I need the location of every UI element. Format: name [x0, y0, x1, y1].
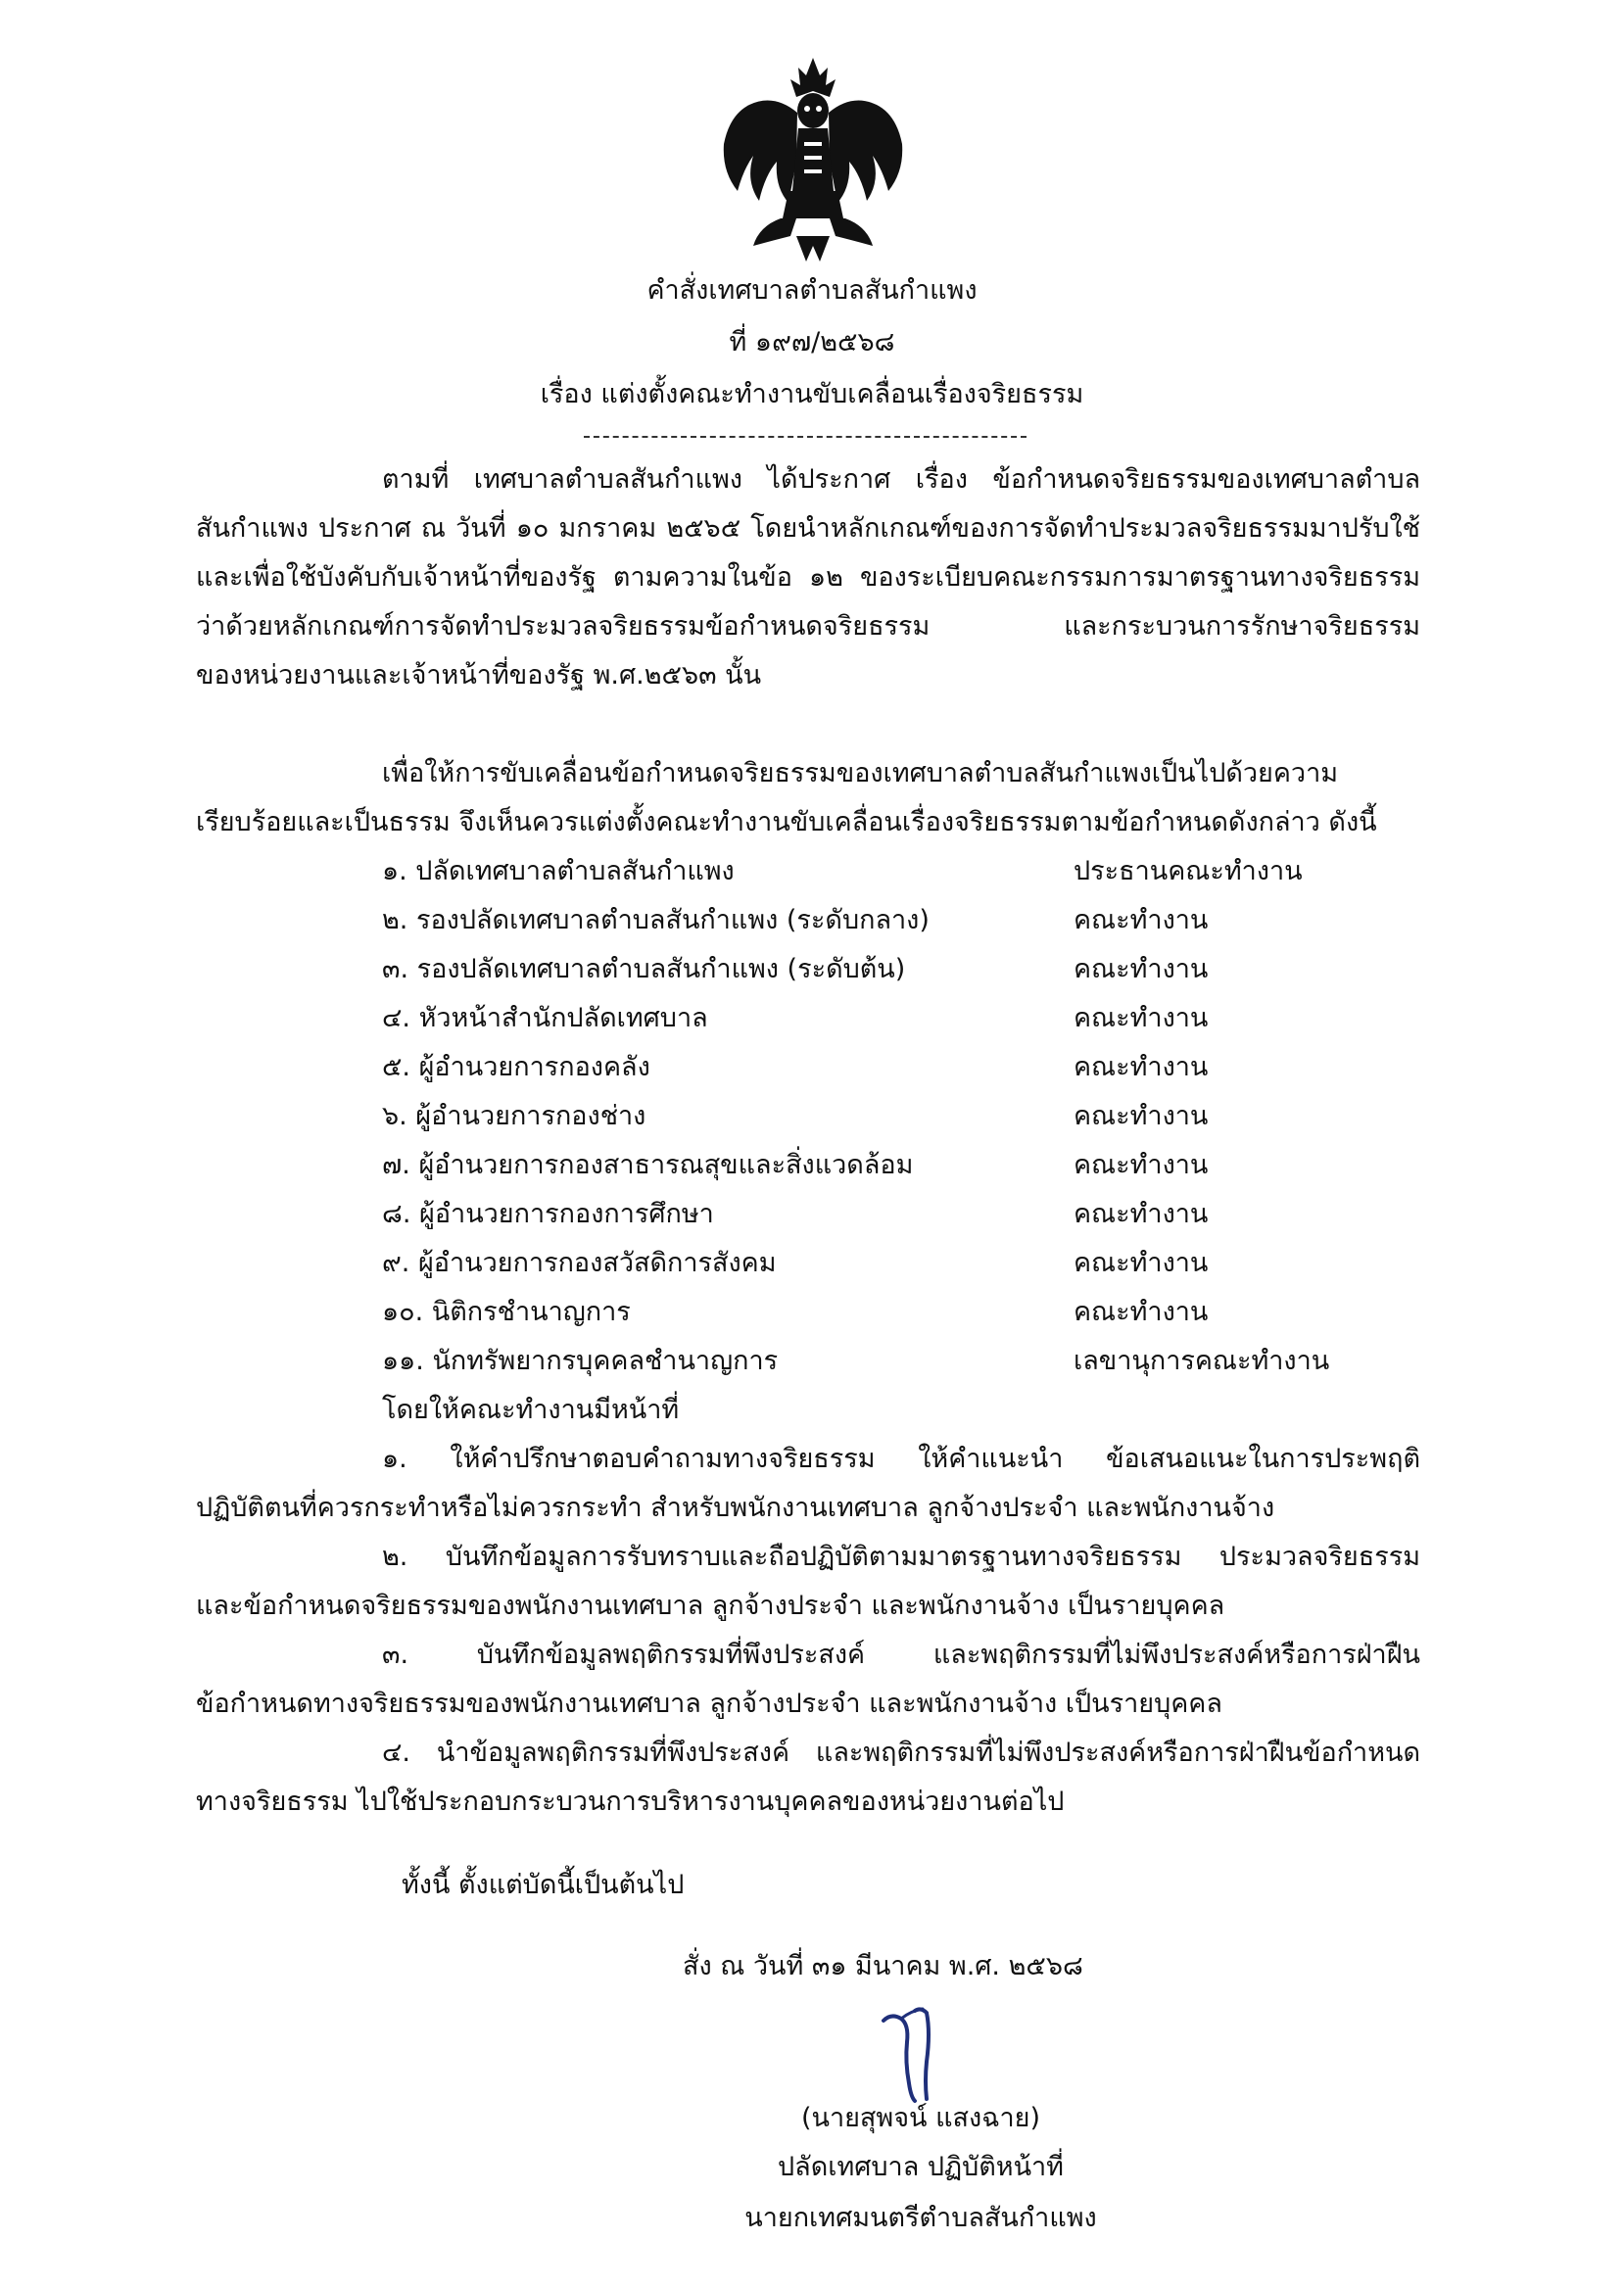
member-role: คณะทำงาน — [1074, 1150, 1209, 1180]
order-date: สั่ง ณ วันที่ ๓๑ มีนาคม พ.ศ. ๒๕๖๘ — [683, 1951, 1083, 1981]
duty-line: ข้อกำหนดทางจริยธรรมของพนักงานเทศบาล ลูกจ้างประจำ และพนักงานจ้าง เป็นรายบุคคล — [196, 1689, 1222, 1719]
duty-4 — [196, 1729, 1420, 1827]
dashed-divider — [584, 436, 1027, 438]
member-name: ๖. ผู้อำนวยการกองช่าง — [382, 1101, 646, 1131]
paragraph-line: ของหน่วยงานและเจ้าหน้าที่ของรัฐ พ.ศ.๒๕๖๓ นั้น — [196, 660, 762, 691]
signatory-position-2: นายกเทศมนตรีตำบลสันกำแพง — [744, 2203, 1097, 2233]
member-role: ประธานคณะทำงาน — [1074, 856, 1303, 886]
member-name: ๑๐. นิติกรชำนาญการ — [382, 1297, 631, 1327]
duty-1 — [196, 1435, 1420, 1533]
duties-intro: โดยให้คณะทำงานมีหน้าที่ — [382, 1395, 680, 1425]
duty-line: ๓. บันทึกข้อมูลพฤติกรรมที่พึงประสงค์ และพฤติกรรมที่ไม่พึงประสงค์หรือการฝ่าฝืน — [382, 1640, 1420, 1670]
paragraph-line: เพื่อให้การขับเคลื่อนข้อกำหนดจริยธรรมของเทศบาลตำบลสันกำแพงเป็นไปด้วยความ — [382, 758, 1339, 788]
order-subject: เรื่อง แต่งตั้งคณะทำงานขับเคลื่อนเรื่องจริยธรรม — [540, 379, 1084, 409]
member-name: ๑๑. นักทรัพยากรบุคคลชำนาญการ — [382, 1346, 779, 1376]
member-role: คณะทำงาน — [1074, 1101, 1209, 1131]
duty-line: ๑. ให้คำปรึกษาตอบคำถามทางจริยธรรม ให้คำแนะนำ ข้อเสนอแนะในการประพฤติ — [382, 1444, 1420, 1474]
effective-statement: ทั้งนี้ ตั้งแต่บัดนี้เป็นต้นไป — [402, 1870, 685, 1900]
duty-line: ๔. นำข้อมูลพฤติกรรมที่พึงประสงค์ และพฤติกรรมที่ไม่พึงประสงค์หรือการฝ่าฝืนข้อกำหนด — [382, 1738, 1420, 1768]
handwritten-signature — [872, 2003, 950, 2111]
member-role: คณะทำงาน — [1074, 1248, 1209, 1278]
paragraph-2 — [196, 749, 1420, 847]
paragraph-line: สันกำแพง ประกาศ ณ วันที่ ๑๐ มกราคม ๒๕๖๕ โดยนำหลักเกณฑ์ของการจัดทำประมวลจริยธรรมมาปรับใช้ — [196, 513, 1420, 544]
duty-2 — [196, 1533, 1420, 1631]
paragraph-line: และเพื่อใช้บังคับกับเจ้าหน้าที่ของรัฐ ตามความในข้อ ๑๒ ของระเบียบคณะกรรมการมาตรฐานทางจริยธรรม — [196, 562, 1420, 593]
garuda-emblem-icon — [720, 54, 906, 264]
member-name: ๕. ผู้อำนวยการกองคลัง — [382, 1052, 650, 1082]
paragraph-line: ว่าด้วยหลักเกณฑ์การจัดทำประมวลจริยธรรมข้อกำหนดจริยธรรม และกระบวนการรักษาจริยธรรม — [196, 611, 1420, 642]
duty-line: ปฏิบัติตนที่ควรกระทำหรือไม่ควรกระทำ สำหรับพนักงานเทศบาล ลูกจ้างประจำ และพนักงานจ้าง — [196, 1493, 1275, 1523]
duty-line: ทางจริยธรรม ไปใช้ประกอบกระบวนการบริหารงานบุคคลของหน่วยงานต่อไป — [196, 1787, 1065, 1817]
paragraph-line: เรียบร้อยและเป็นธรรม จึงเห็นควรแต่งตั้งคณะทำงานขับเคลื่อนเรื่องจริยธรรมตามข้อกำหนดดังกล่าว ดังนี้ — [196, 807, 1377, 837]
member-name: ๙. ผู้อำนวยการกองสวัสดิการสังคม — [382, 1248, 777, 1278]
member-role: คณะทำงาน — [1074, 1297, 1209, 1327]
signatory-position: ปลัดเทศบาล ปฏิบัติหน้าที่ — [778, 2152, 1064, 2182]
order-title: คำสั่งเทศบาลตำบลสันกำแพง — [646, 275, 978, 306]
member-role: คณะทำงาน — [1074, 1199, 1209, 1229]
member-name: ๓. รองปลัดเทศบาลตำบลสันกำแพง (ระดับต้น) — [382, 954, 906, 984]
paragraph-line: ตามที่ เทศบาลตำบลสันกำแพง ได้ประกาศ เรื่อง ข้อกำหนดจริยธรรมของเทศบาลตำบล — [382, 464, 1420, 495]
member-role: คณะทำงาน — [1074, 905, 1209, 935]
member-name: ๑. ปลัดเทศบาลตำบลสันกำแพง — [382, 856, 735, 886]
paragraph-1 — [196, 455, 1420, 700]
signatory-name: (นายสุพจน์ แสงฉาย) — [800, 2103, 1041, 2133]
member-role: คณะทำงาน — [1074, 1003, 1209, 1033]
member-role: คณะทำงาน — [1074, 954, 1209, 984]
member-name: ๔. หัวหน้าสำนักปลัดเทศบาล — [382, 1003, 708, 1033]
member-name: ๘. ผู้อำนวยการกองการศึกษา — [382, 1199, 714, 1229]
member-name: ๒. รองปลัดเทศบาลตำบลสันกำแพง (ระดับกลาง) — [382, 905, 930, 935]
duty-line: และข้อกำหนดจริยธรรมของพนักงานเทศบาล ลูกจ้างประจำ และพนักงานจ้าง เป็นรายบุคคล — [196, 1591, 1225, 1621]
duty-3 — [196, 1631, 1420, 1729]
member-role: เลขานุการคณะทำงาน — [1074, 1346, 1330, 1376]
duty-line: ๒. บันทึกข้อมูลการรับทราบและถือปฏิบัติตามมาตรฐานทางจริยธรรม ประมวลจริยธรรม — [382, 1542, 1420, 1572]
member-name: ๗. ผู้อำนวยการกองสาธารณสุขและสิ่งแวดล้อม — [382, 1150, 914, 1180]
order-number: ที่ ๑๙๗/๒๕๖๘ — [729, 327, 895, 358]
member-role: คณะทำงาน — [1074, 1052, 1209, 1082]
